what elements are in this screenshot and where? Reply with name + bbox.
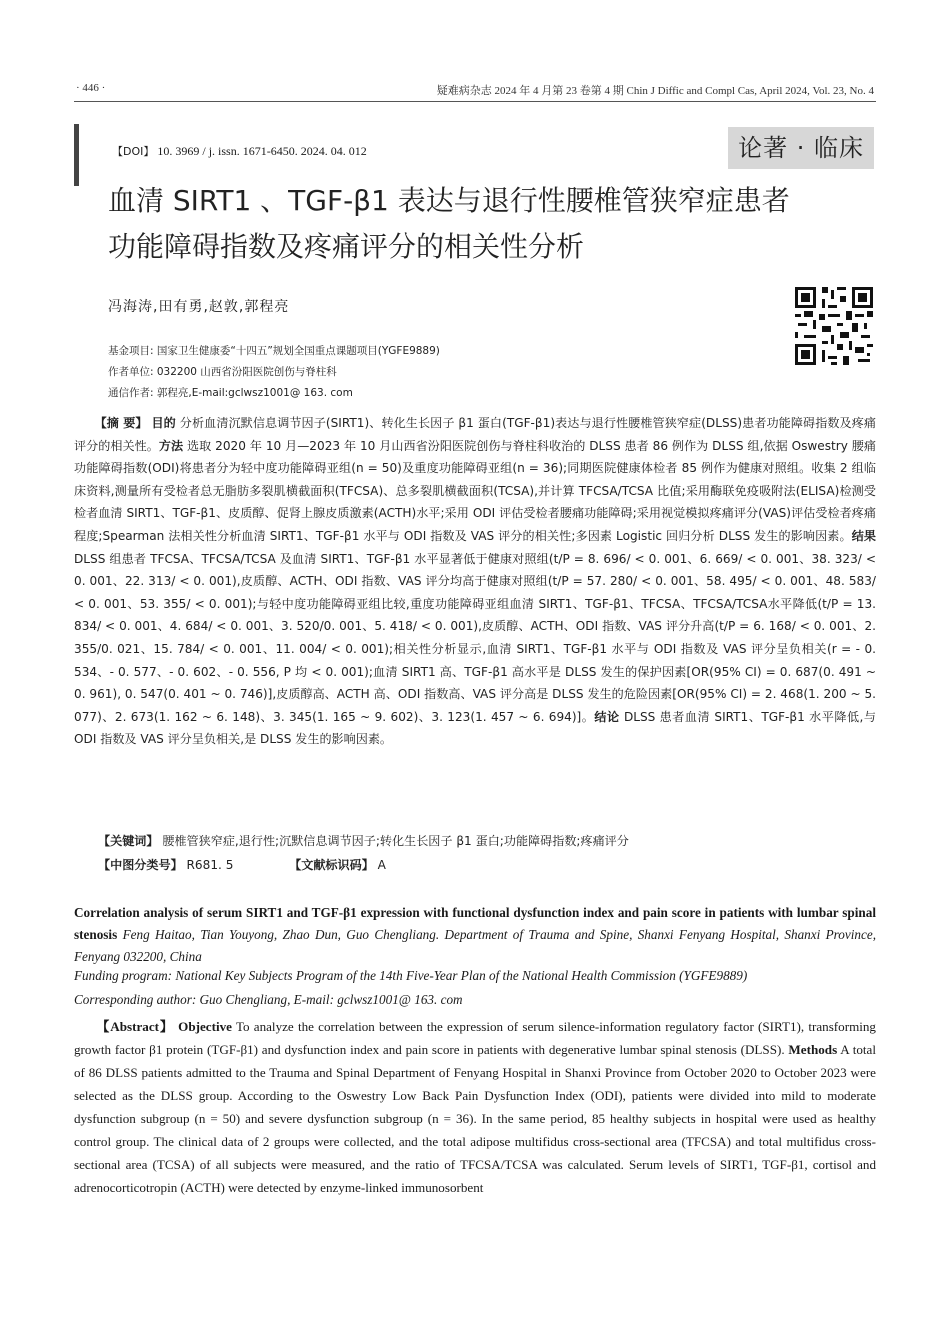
doi-value: 10. 3969 / j. issn. 1671-6450. 2024. 04. 012 — [157, 144, 367, 158]
english-authors-affiliation: Feng Haitao, Tian Youyong, Zhao Dun, Guo Chengliang. Department of Trauma and Spine, Shanxi Fenyang Hospital, Shanxi Province, Fenyang 032200, China — [74, 927, 877, 964]
article-title — [108, 178, 878, 270]
methods-cn: 选取 2020 年 10 月—2023 年 10 月山西省汾阳医院创伤与脊柱科收治的 DLSS 患者 86 例作为 DLSS 组,依据 Oswestry 腰痛功能障碍指数(ODI)将患者分为轻中度功能障碍亚组(n = 50)及重度功能障碍亚组(n = 36);同期医院健康体检者 85 例作为健康对照组。收集 2 组临床资料,测量所有受检者总无脂肪多裂肌横截面积(TFCSA)、总多裂肌横截面积(TCSA),并计算 TFCSA/TCSA 比值;采用酶联免疫吸附法(ELISA)检测受检者血清 SIRT1、TGF-β1、皮质醇、促肾上腺皮质激素(ACTH)水平;采用 ODI 评估受检者腰痛功能障碍;采用视觉模拟疼痛评分(VAS)评估受检者疼痛程度;Spearman 法相关性分析血清 SIRT1、TGF-β1 水平与 ODI 指数及 VAS 评分的相关性;多因素 Logistic 回归分析 DLSS 发生的影响因素。 — [74, 438, 876, 543]
abstract-cn-label: 【摘 要】 — [94, 416, 148, 430]
qr-code-icon — [795, 287, 873, 365]
clc-value: R681. 5 — [186, 858, 234, 872]
authors: 冯海涛,田有勇,赵敦,郭程亮 — [108, 299, 290, 315]
methods-label-cn: 方法 — [158, 438, 184, 453]
doc-code-value: A — [377, 858, 386, 872]
keywords-label: 【关键词】 — [98, 834, 159, 848]
page-number: · 446 · — [76, 82, 106, 94]
abstract-cn — [74, 412, 876, 751]
header-rule — [74, 101, 876, 102]
abstract-en-label: 【Abstract】 — [96, 1019, 174, 1034]
classification — [98, 856, 386, 873]
objective-label-en: Objective — [178, 1019, 232, 1034]
objective-cn: 分析血清沉默信息调节因子(SIRT1)、转化生长因子 β1 蛋白(TGF-β1)表达与退行性腰椎管狭窄症(DLSS)患者功能障碍指数及疼痛评分的相关性。 — [74, 416, 876, 453]
clc-label: 【中图分类号】 — [98, 858, 183, 872]
english-title: Correlation analysis of serum SIRT1 and TGF-β1 expression with functional dysfunction index and pain score in patients with lumbar spinal stenosis — [74, 905, 876, 942]
left-accent-bar — [74, 124, 79, 186]
keywords-value: 腰椎管狭窄症,退行性;沉默信息调节因子;转化生长因子 β1 蛋白;功能障碍指数;疼痛评分 — [162, 834, 629, 848]
conclusion-cn: DLSS 患者血清 SIRT1、TGF-β1 水平降低,与 ODI 指数及 VAS 评分呈负相关,是 DLSS 发生的影响因素。 — [74, 709, 876, 747]
keywords — [98, 832, 629, 849]
title-line-2: 功能障碍指数及疼痛评分的相关性分析 — [108, 230, 585, 263]
title-line-1: 血清 SIRT1 、TGF-β1 表达与退行性腰椎管狭窄症患者 — [108, 184, 790, 217]
doi-line — [112, 143, 367, 159]
conclusion-label-cn: 结论 — [594, 709, 620, 724]
author-unit: 作者单位: 032200 山西省汾阳医院创伤与脊柱科 — [108, 366, 337, 378]
running-header: 疑难病杂志 2024 年 4 月第 23 卷第 4 期 Chin J Diffic and Compl Cas, April 2024, Vol. 23, No. 4 — [436, 85, 874, 97]
results-cn: DLSS 组患者 TFCSA、TFCSA/TCSA 及血清 SIRT1、TGF-β1 水平显著低于健康对照组(t/P = 8. 696/ < 0. 001、6. 669/ < 0. 001、38. 323/ < 0. 001、22. 313/ < 0. 001),皮质醇、ACTH、ODI 指数、VAS 评分均高于健康对照组(t/P = 57. 280/ < 0. 001、58. 495/ < 0. 001、48. 583/ < 0. 001、53. 355/ < 0. 001);与轻中度功能障碍亚组比较,重度功能障碍亚组血清 SIRT1、TGF-β1、TFCSA、TFCSA/TCSA水平降低(t/P = 13. 834/ < 0. 001、4. 684/ < 0. 001、3. 520/0. 001、5. 418/ < 0. 001),皮质醇、ACTH、ODI 指数、VAS 评分升高(t/P = 6. 168/ < 0. 001、2. 355/0. 021、15. 784/ < 0. 001、11. 004/ < 0. 001);相关性分析显示,血清 SIRT1、TGF-β1 水平与 ODI 指数及 VAS 评分呈负相关(r = - 0. 534、- 0. 577、- 0. 602、- 0. 556, P 均 < 0. 001);血清 SIRT1 高、TGF-β1 高水平是 DLSS 发生的保护因素[OR(95% CI) = 0. 687(0. 491 ~ 0. 961), 0. 547(0. 401 ~ 0. 746)],皮质醇高、ACTH 高、ODI 指数高、VAS 评分高是 DLSS 发生的危险因素[OR(95% CI) = 2. 468(1. 200 ~ 5. 077)、2. 673(1. 162 ~ 6. 148)、3. 345(1. 165 ~ 9. 602)、3. 123(1. 457 ~ 6. 694)]。 — [74, 551, 876, 724]
objective-en: To analyze the correlation between the expression of serum silence-information regulatory factor (SIRT1), transforming growth factor β1 protein (TGF-β1) and dysfunction index and pain score in patients with degenerative lumbar spinal stenosis (DLSS). — [74, 1019, 876, 1057]
results-label-cn: 结果 — [851, 528, 876, 543]
doc-code-label: 【文献标识码】 — [289, 858, 374, 872]
funding-program: Funding program: National Key Subjects Program of the 14th Five-Year Plan of the National Health Commission (YGFE9889) — [74, 968, 748, 983]
english-title-block — [74, 902, 876, 968]
doi-label: 【DOI】 — [112, 145, 155, 158]
abstract-en — [74, 1015, 876, 1199]
corresponding-author-en: Corresponding author: Guo Chengliang, E-mail: gclwsz1001@ 163. com — [74, 992, 463, 1007]
fund-info: 基金项目: 国家卫生健康委“十四五”规划全国重点课题项目(YGFE9889) — [108, 345, 440, 357]
objective-label-cn: 目的 — [151, 416, 176, 430]
corresponding-author: 通信作者: 郭程亮,E-mail:gclwsz1001@ 163. com — [108, 387, 353, 399]
category-badge: 论著 · 临床 — [728, 127, 874, 169]
methods-en: A total of 86 DLSS patients admitted to the Trauma and Spinal Department of Fenyang Hospital in Shanxi Province from October 2020 to October 2023 were selected as the DLSS group. According to the Oswestry Low Back Pain Dysfunction Index (ODI), patients were divided into mild to moderate dysfunction subgroup (n = 50) and severe dysfunction subgroup (n = 36). In the same period, 85 healthy subjects in hospital were used as healthy control group. The clinical data of 2 groups were collected, and the total adipose multifidus cross-sectional area (TFCSA) and total multifidus cross-sectional area (TCSA) of all subjects were measured, and the ratio of TFCSA/TCSA was calculated. Serum levels of SIRT1, TGF-β1, cortisol and adrenocorticotropin (ACTH) were detected by enzyme-linked immunosorbent — [74, 1042, 877, 1195]
methods-label-en: Methods — [788, 1042, 838, 1057]
